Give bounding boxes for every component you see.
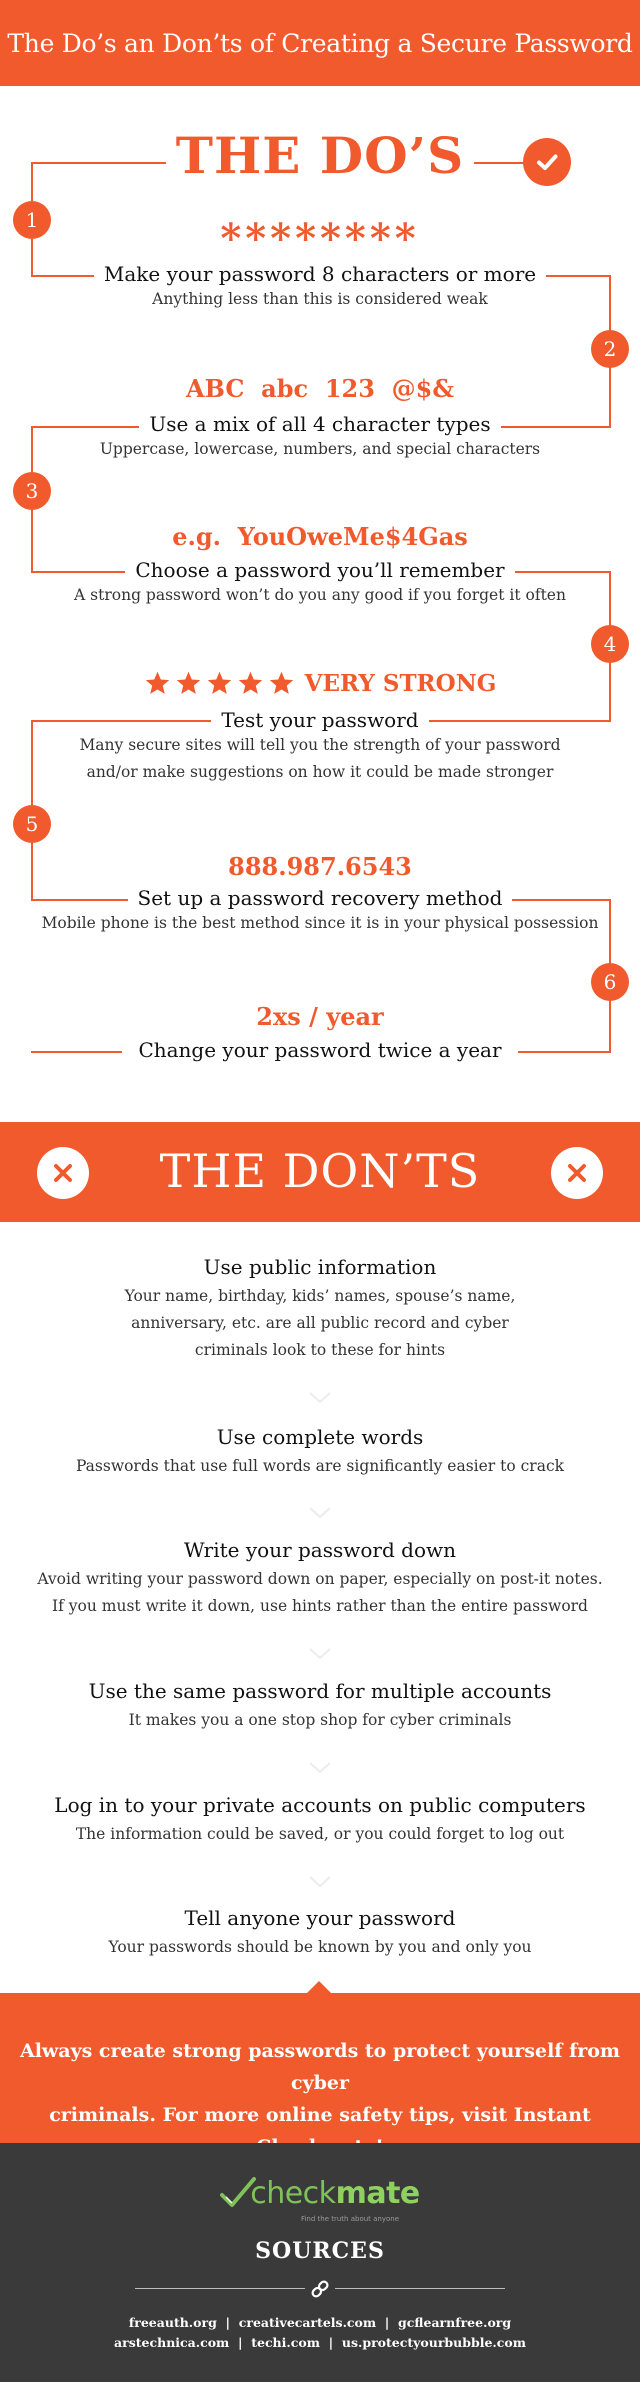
step-title: Make your password 8 characters or more — [94, 262, 546, 286]
page-title: The Do’s an Don’ts of Creating a Secure Password — [7, 28, 633, 58]
step-title: Use a mix of all 4 character types — [139, 412, 500, 436]
step-title: Choose a password you’ll remember — [125, 558, 514, 582]
step-accent: VERY STRONG — [304, 670, 497, 697]
donts-banner — [0, 1122, 640, 1222]
strength-rating — [144, 670, 497, 697]
star-icon — [268, 670, 295, 697]
step-4 — [0, 670, 640, 701]
step-accent: 888.987.6543 — [228, 852, 412, 881]
step-number-5: 5 — [13, 805, 51, 843]
sources-list: freeauth.org | creativecartels.com | gcflearnfree.org — [128, 2315, 512, 2330]
dont-item — [0, 1906, 640, 1961]
dont-desc: Your name, birthday, kids’ names, spouse’s name, — [124, 1287, 516, 1305]
dont-item — [0, 1425, 640, 1480]
header-banner — [0, 0, 640, 86]
chevron-down-icon — [309, 1392, 331, 1403]
divider — [135, 2288, 305, 2289]
footer — [0, 2143, 640, 2382]
x-icon — [551, 1147, 603, 1199]
sources-heading: SOURCES — [255, 2238, 385, 2264]
step-2-text — [0, 412, 640, 463]
dont-title: Use public information — [203, 1255, 437, 1279]
checkmate-logo[interactable] — [0, 2175, 640, 2211]
dont-title: Log in to your private accounts on public computers — [54, 1793, 586, 1817]
dont-desc: If you must write it down, use hints rather than the entire password — [52, 1597, 588, 1615]
dos-heading: THE DO’S — [0, 126, 640, 185]
dont-desc: Avoid writing your password down on paper, especially on post-it notes. — [37, 1570, 603, 1588]
star-icon — [206, 670, 233, 697]
step-accent: ******** — [220, 215, 420, 262]
dont-desc: Your passwords should be known by you and only you — [108, 1938, 532, 1956]
logo-mate-text: mate — [335, 2176, 420, 2211]
chevron-down-icon — [309, 1876, 331, 1887]
divider — [335, 2288, 505, 2289]
step-desc: Anything less than this is considered weak — [152, 290, 488, 308]
step-number-6: 6 — [591, 963, 629, 1001]
step-number-3: 3 — [13, 472, 51, 510]
logo-tagline: Find the truth about anyone — [300, 2215, 400, 2223]
step-1-text — [0, 262, 640, 313]
star-icon — [144, 670, 171, 697]
step-5 — [0, 852, 640, 881]
step-title: Test your password — [211, 708, 428, 732]
step-title: Set up a password recovery method — [128, 886, 513, 910]
step-desc: Uppercase, lowercase, numbers, and special characters — [99, 440, 541, 458]
dont-item — [0, 1538, 640, 1620]
dont-title: Use complete words — [216, 1425, 424, 1449]
step-2 — [0, 374, 640, 403]
chevron-down-icon — [309, 1648, 331, 1659]
dont-title: Use the same password for multiple accounts — [88, 1679, 552, 1703]
step-desc: Many secure sites will tell you the strength of your password — [79, 736, 561, 754]
checkmark-icon — [523, 138, 571, 186]
dont-desc: The information could be saved, or you could forget to log out — [75, 1825, 565, 1843]
step-3 — [0, 522, 640, 551]
step-desc: Mobile phone is the best method since it is in your physical possession — [41, 914, 599, 932]
dont-desc: It makes you a one stop shop for cyber criminals — [128, 1711, 512, 1729]
step-6-text — [0, 1038, 640, 1062]
chevron-down-icon — [309, 1762, 331, 1773]
step-accent: ABC abc 123 @$& — [186, 374, 454, 403]
dont-item — [0, 1793, 640, 1848]
dont-item — [0, 1255, 640, 1364]
sources-list: arstechnica.com | techi.com | us.protectyourbubble.com — [114, 2335, 526, 2350]
donts-heading: THE DON’TS — [159, 1144, 481, 1198]
cta-banner — [0, 1993, 640, 2143]
dont-item — [0, 1679, 640, 1734]
step-3-text — [0, 558, 640, 609]
step-1 — [0, 215, 640, 262]
dont-desc: Passwords that use full words are significantly easier to crack — [75, 1457, 565, 1475]
cta-text: Always create strong passwords to protect yourself from cyber criminals. For more online safety tips, visit Instant — [19, 2040, 621, 2126]
dont-title: Write your password down — [184, 1538, 456, 1562]
star-icon — [175, 670, 202, 697]
step-number-4: 4 — [591, 625, 629, 663]
step-number-2: 2 — [591, 330, 629, 368]
step-title: Change your password twice a year — [122, 1038, 517, 1062]
dont-desc: anniversary, etc. are all public record and cyber — [131, 1314, 509, 1332]
logo-check-text: check — [250, 2176, 336, 2211]
step-desc: A strong password won’t do you any good if you forget it often — [74, 586, 566, 604]
star-icon — [237, 670, 264, 697]
step-4-text — [0, 708, 640, 786]
step-accent: 2xs / year — [256, 1002, 384, 1031]
step-5-text — [0, 886, 640, 937]
cta-notch — [305, 1981, 333, 1995]
step-desc: and/or make suggestions on how it could be made stronger — [86, 763, 554, 781]
chevron-down-icon — [309, 1507, 331, 1518]
link-icon — [308, 2277, 332, 2301]
step-accent: e.g. YouOweMe$4Gas — [172, 522, 468, 551]
step-number-1: 1 — [13, 201, 51, 239]
dont-desc: criminals look to these for hints — [194, 1341, 446, 1359]
dont-title: Tell anyone your password — [184, 1906, 456, 1930]
step-6 — [0, 1002, 640, 1031]
